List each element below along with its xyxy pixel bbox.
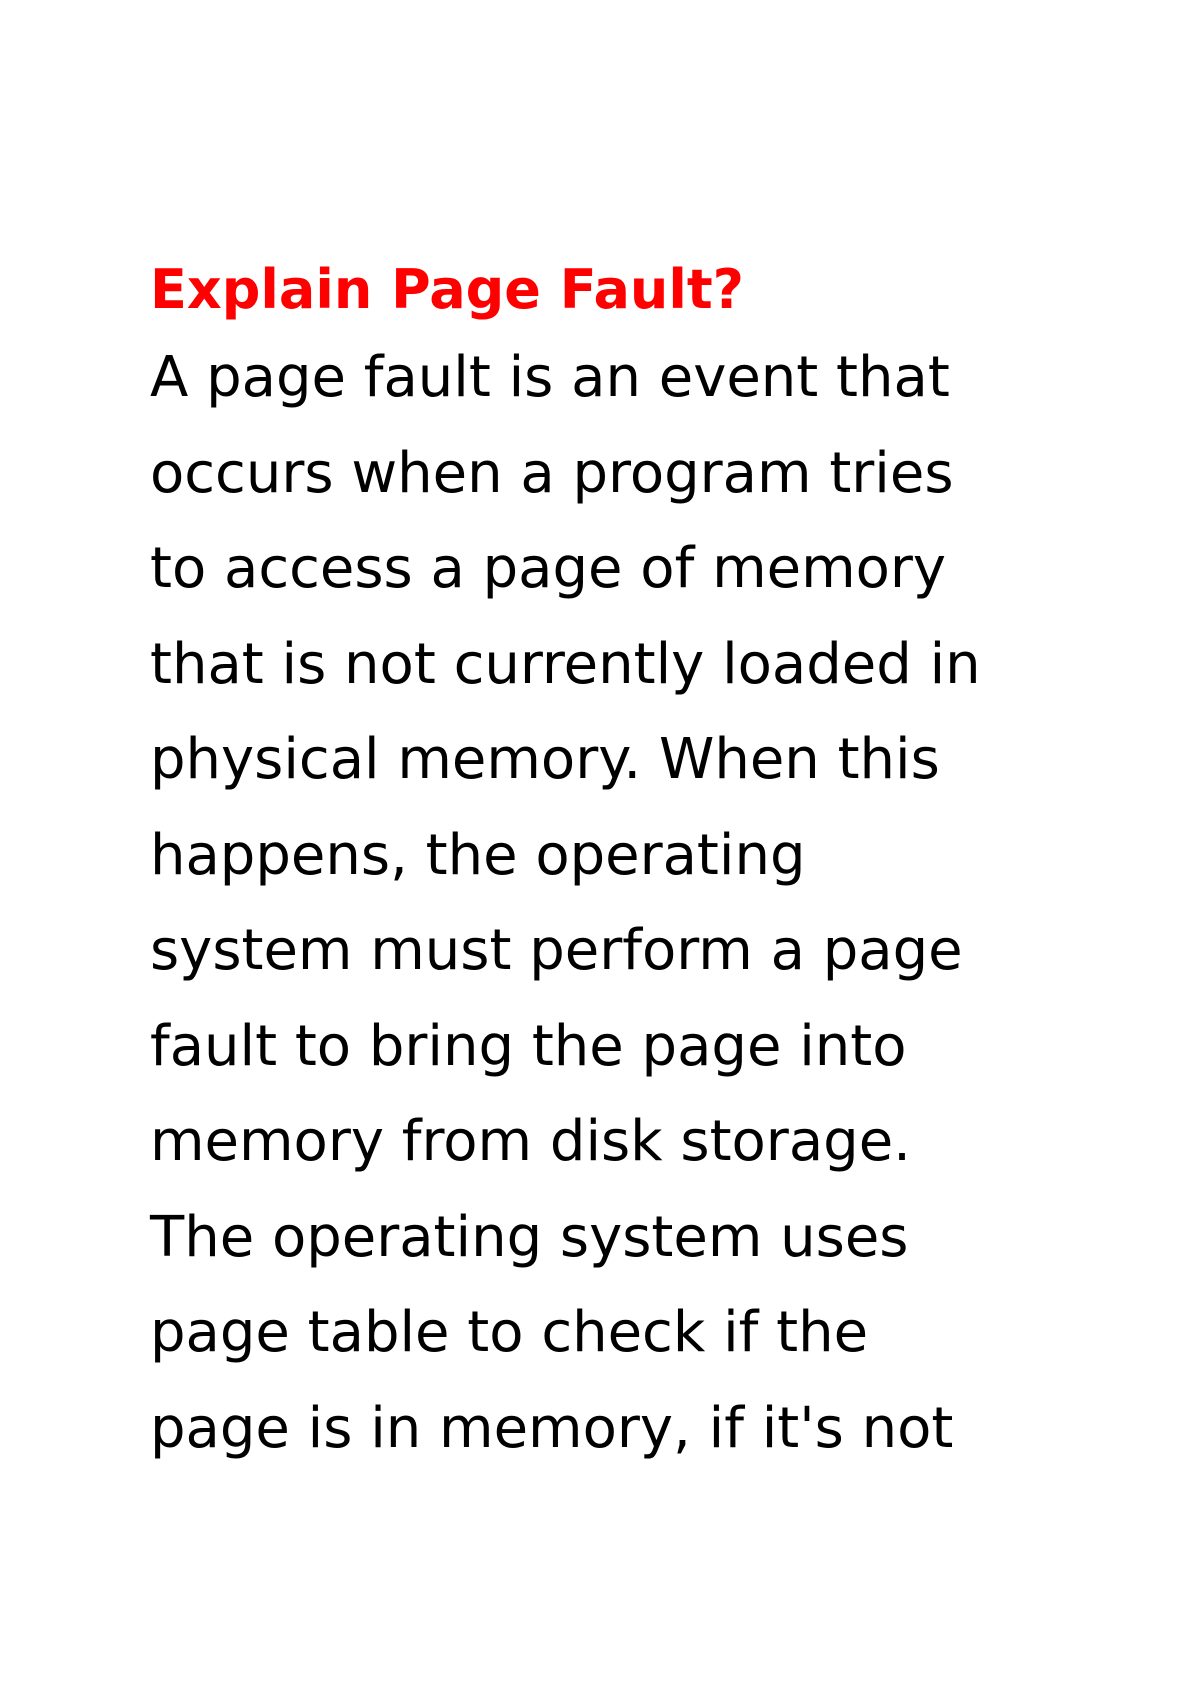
text-line: A page fault is an event that	[150, 345, 950, 410]
text-line: memory from disk storage.	[150, 1109, 911, 1174]
text-line: occurs when a program tries	[150, 440, 954, 506]
text-line: fault to bring the page into	[150, 1013, 907, 1079]
text-line: to access a page of memory	[150, 536, 947, 601]
text-line: page is in memory, if it's not	[150, 1395, 954, 1461]
text-line: happens, the operating	[150, 822, 806, 888]
text-line: that is not currently loaded in	[150, 631, 981, 697]
document-content	[150, 250, 1050, 1476]
body-paragraph	[150, 330, 1050, 1476]
text-line: physical memory. When this	[150, 727, 940, 792]
text-line: The operating system uses	[150, 1204, 909, 1270]
text-line: page table to check if the	[150, 1300, 869, 1365]
text-line: system must perform a page	[150, 918, 963, 983]
page-title: Explain Page Fault?	[150, 258, 744, 321]
